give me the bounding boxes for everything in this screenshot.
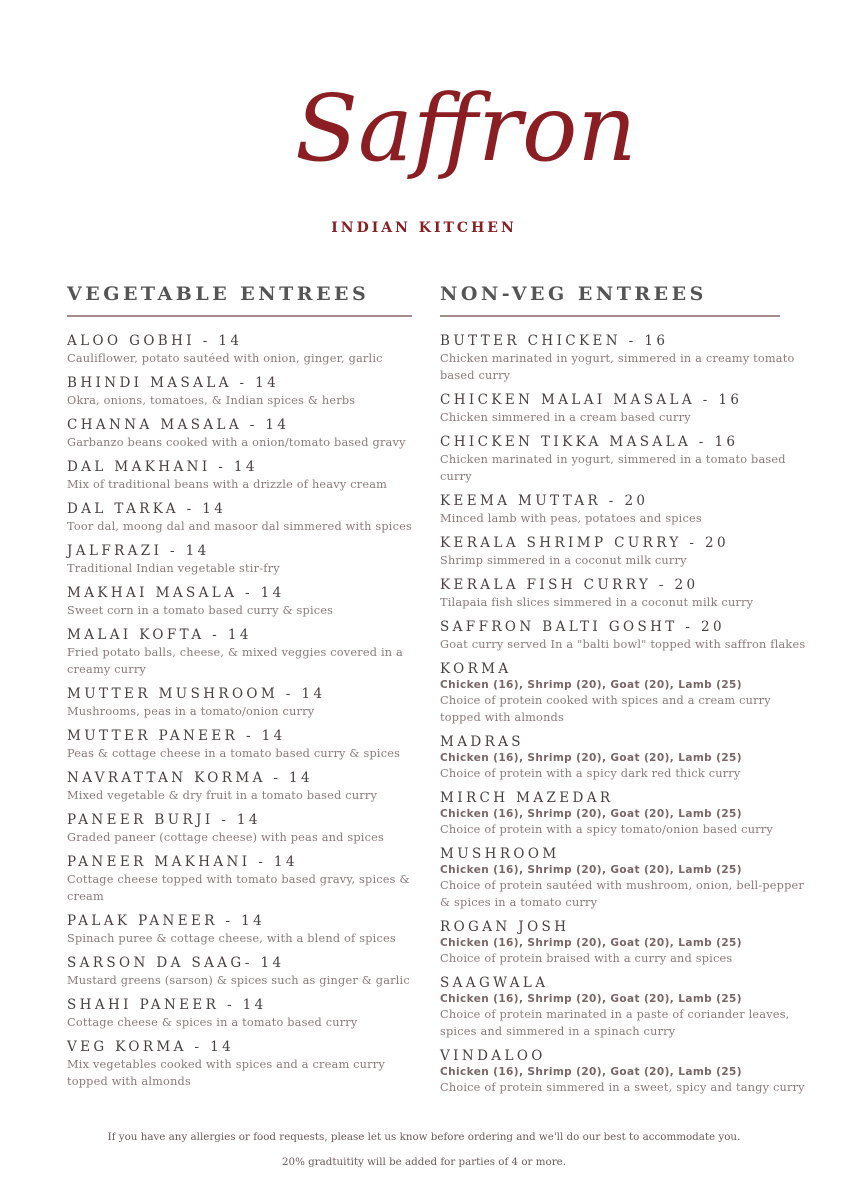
menu-item: [440, 535, 815, 569]
menu-item-description: Toor dal, moong dal and masoor dal simmered with spices: [67, 520, 413, 533]
gratuity-note: 20% gradtuitity will be added for parties of 4 or more.: [281, 1156, 567, 1168]
menu-item-name: SAAGWALA: [440, 975, 549, 991]
menu-item: [440, 619, 815, 653]
menu-item-name: CHICKEN MALAI MASALA - 16: [440, 392, 743, 408]
menu-item-name: NAVRATTAN KORMA - 14: [67, 770, 314, 786]
menu-item-name: MIRCH MAZEDAR: [440, 790, 614, 806]
menu-item-description: Minced lamb with peas, potatoes and spices: [440, 512, 702, 525]
menu-item: [440, 392, 815, 426]
menu-item: [440, 975, 815, 1040]
menu-item: [440, 333, 815, 384]
menu-item-description: Mix of traditional beans with a drizzle of heavy cream: [67, 478, 388, 491]
menu-item-name: PALAK PANEER - 14: [67, 913, 266, 929]
menu-item-description: Chicken marinated in yogurt, simmered in a creamy tomato based curry: [440, 352, 795, 382]
menu-item-description: Choice of protein sautéed with mushroom, onion, bell-pepper & spices in a tomato curry: [440, 879, 805, 909]
menu-item: [440, 790, 815, 838]
menu-item-name: KORMA: [440, 661, 512, 677]
menu-item-name: MUTTER MUSHROOM - 14: [67, 686, 326, 702]
restaurant-subtitle: INDIAN KITCHEN: [331, 220, 517, 236]
menu-item: [67, 955, 412, 989]
menu-item: [67, 770, 412, 804]
menu-item-description: Mixed vegetable & dry fruit in a tomato based curry: [67, 789, 378, 802]
menu-item-description: Choice of protein simmered in a sweet, spicy and tangy curry: [440, 1081, 805, 1094]
menu-item-description: Spinach puree & cottage cheese, with a blend of spices: [67, 932, 396, 945]
menu-item-description: Cottage cheese topped with tomato based gravy, spices & cream: [67, 873, 410, 903]
menu-item: [440, 1048, 815, 1096]
menu-item: [67, 375, 412, 409]
menu-item-prices: Chicken (16), Shrimp (20), Goat (20), Lamb (25): [440, 993, 742, 1005]
menu-item-description: Choice of protein marinated in a paste of coriander leaves, spices and simmered in a spinach curry: [440, 1008, 790, 1038]
menu-item-name: SARSON DA SAAG- 14: [67, 955, 285, 971]
menu-item-description: Sweet corn in a tomato based curry & spices: [67, 604, 334, 617]
menu-item-name: CHICKEN TIKKA MASALA - 16: [440, 434, 739, 450]
menu-item-description: Choice of protein with a spicy dark red thick curry: [440, 767, 741, 780]
menu-item-name: MALAI KOFTA - 14: [67, 627, 252, 643]
menu-item-name: BHINDI MASALA - 14: [67, 375, 280, 391]
menu-item-name: SHAHI PANEER - 14: [67, 997, 267, 1013]
menu-item: [440, 919, 815, 967]
menu-item-description: Graded paneer (cottage cheese) with peas and spices: [67, 831, 385, 844]
menu-item: [440, 734, 815, 782]
menu-item: [440, 846, 815, 911]
menu-item-description: Choice of protein cooked with spices and a cream curry topped with almonds: [440, 694, 771, 724]
menu-item-description: Cauliflower, potato sautéed with onion, ginger, garlic: [67, 352, 383, 365]
menu-item: [440, 577, 815, 611]
menu-item-description: Peas & cottage cheese in a tomato based curry & spices: [67, 747, 401, 760]
menu-item-name: KERALA SHRIMP CURRY - 20: [440, 535, 730, 551]
menu-item-name: DAL MAKHANI - 14: [67, 459, 258, 475]
menu-item-description: Choice of protein braised with a curry and spices: [440, 952, 733, 965]
nonveg-column: [440, 283, 815, 1104]
menu-item-name: MAKHAI MASALA - 14: [67, 585, 285, 601]
menu-item: [67, 459, 412, 493]
allergy-note: If you have any allergies or food requests, please let us know before ordering and we'll do our best to accommodate you.: [107, 1131, 741, 1143]
menu-item-prices: Chicken (16), Shrimp (20), Goat (20), Lamb (25): [440, 1066, 742, 1078]
menu-item-description: Fried potato balls, cheese, & mixed veggies covered in a creamy curry: [67, 646, 403, 676]
menu-item-description: Cottage cheese & spices in a tomato based curry: [67, 1016, 358, 1029]
menu-item-name: BUTTER CHICKEN - 16: [440, 333, 669, 349]
menu-item-name: JALFRAZI - 14: [67, 543, 210, 559]
menu-item: [67, 686, 412, 720]
menu-item: [67, 913, 412, 947]
menu-item-name: ALOO GOBHI - 14: [67, 333, 243, 349]
menu-item: [67, 627, 412, 678]
nonveg-items: [440, 333, 815, 1096]
menu-item: [67, 854, 412, 905]
menu-item-description: Garbanzo beans cooked with a onion/tomato based gravy: [67, 436, 406, 449]
menu-item-description: Tilapaia fish slices simmered in a coconut milk curry: [440, 596, 754, 609]
menu-item-name: MADRAS: [440, 734, 524, 750]
menu-item: [67, 585, 412, 619]
menu-item-prices: Chicken (16), Shrimp (20), Goat (20), Lamb (25): [440, 752, 742, 764]
menu-item-name: VEG KORMA - 14: [67, 1039, 235, 1055]
menu-item: [67, 997, 412, 1031]
menu-item-name: KEEMA MUTTAR - 20: [440, 493, 649, 509]
menu-item-description: Traditional Indian vegetable stir-fry: [67, 562, 280, 575]
menu-item-name: MUTTER PANEER - 14: [67, 728, 286, 744]
menu-item-description: Okra, onions, tomatoes, & Indian spices & herbs: [67, 394, 356, 407]
menu-item-description: Mushrooms, peas in a tomato/onion curry: [67, 705, 315, 718]
menu-item-description: Chicken simmered in a cream based curry: [440, 411, 691, 424]
menu-item-description: Choice of protein with a spicy tomato/onion based curry: [440, 823, 773, 836]
menu-item: [67, 501, 412, 535]
menu-item-prices: Chicken (16), Shrimp (20), Goat (20), Lamb (25): [440, 937, 742, 949]
menu-item-name: MUSHROOM: [440, 846, 560, 862]
menu-item: [67, 333, 412, 367]
menu-item-description: Mustard greens (sarson) & spices such as ginger & garlic: [67, 974, 410, 987]
menu-item-name: SAFFRON BALTI GOSHT - 20: [440, 619, 726, 635]
vegetable-column: [67, 283, 412, 1098]
menu-item: [440, 493, 815, 527]
nonveg-section-title: NON-VEG ENTREES: [440, 283, 780, 317]
saffron-logo: [295, 55, 637, 195]
vegetable-section-title: VEGETABLE ENTREES: [67, 283, 412, 317]
menu-item-name: PANEER BURJI - 14: [67, 812, 261, 828]
menu-item: [67, 1039, 412, 1090]
menu-item-description: Goat curry served In a "balti bowl" topped with saffron flakes: [440, 638, 806, 651]
menu-item-name: VINDALOO: [440, 1048, 546, 1064]
menu-item-description: Chicken marinated in yogurt, simmered in a tomato based curry: [440, 453, 786, 483]
menu-item: [440, 434, 815, 485]
menu-item-description: Mix vegetables cooked with spices and a cream curry topped with almonds: [67, 1058, 385, 1088]
menu-item-prices: Chicken (16), Shrimp (20), Goat (20), Lamb (25): [440, 679, 742, 691]
menu-item-name: PANEER MAKHANI - 14: [67, 854, 298, 870]
menu-item-description: Shrimp simmered in a coconut milk curry: [440, 554, 687, 567]
menu-item-prices: Chicken (16), Shrimp (20), Goat (20), Lamb (25): [440, 864, 742, 876]
logo-text: Saffron: [295, 75, 637, 182]
menu-item-name: ROGAN JOSH: [440, 919, 570, 935]
menu-item: [67, 728, 412, 762]
menu-item-name: DAL TARKA - 14: [67, 501, 227, 517]
vegetable-items: [67, 333, 412, 1090]
menu-item-prices: Chicken (16), Shrimp (20), Goat (20), Lamb (25): [440, 808, 742, 820]
menu-item-name: KERALA FISH CURRY - 20: [440, 577, 699, 593]
menu-item: [67, 417, 412, 451]
menu-item: [67, 543, 412, 577]
menu-item: [67, 812, 412, 846]
menu-item: [440, 661, 815, 726]
menu-item-name: CHANNA MASALA - 14: [67, 417, 290, 433]
